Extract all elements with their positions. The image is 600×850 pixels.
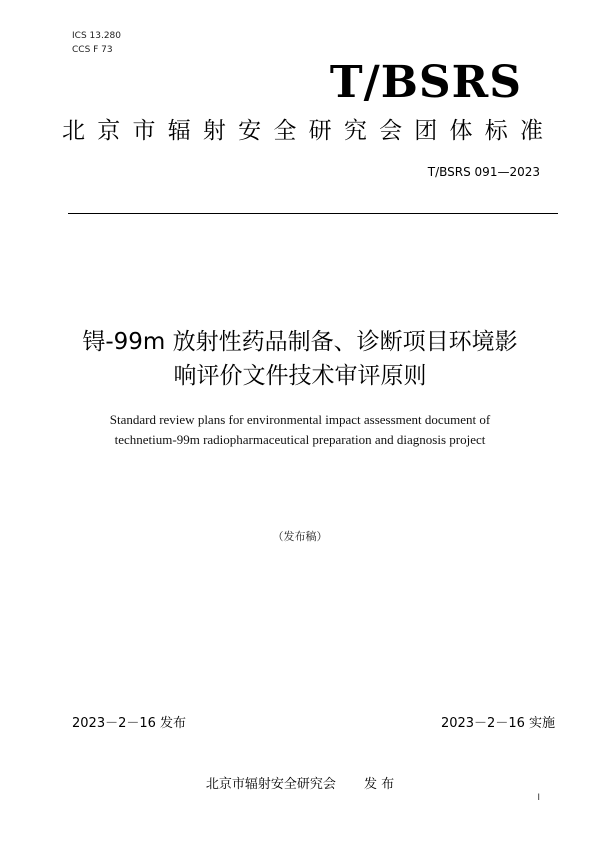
issuer-name: 北京市辐射安全研究会 [205, 777, 336, 792]
page-number: I [537, 793, 540, 803]
header-divider [68, 213, 558, 214]
chinese-title-line-2: 响评价文件技术审评原则 [173, 363, 427, 389]
english-title-line-2: technetium-99m radiopharmaceutical preparation and diagnosis project [114, 432, 486, 447]
draft-status: （发布稿） [272, 530, 328, 543]
organization-name: 北京市辐射安全研究会团体标准 [62, 118, 552, 144]
implement-date: 2023－2－16 实施 [440, 716, 555, 731]
issuer-line [0, 776, 600, 794]
standard-logo: T/BSRS [329, 57, 522, 108]
publish-date: 2023－2－16 发布 [72, 716, 187, 731]
ics-code: ICS 13.280 [72, 31, 122, 41]
standard-number: T/BSRS 091—2023 [427, 165, 540, 179]
english-title-line-1: Standard review plans for environmental impact assessment document of [109, 412, 491, 427]
ccs-code: CCS F 73 [72, 45, 113, 55]
chinese-title-line-1: 锝-99m 放射性药品制备、诊断项目环境影 [82, 329, 518, 355]
issuer-action: 发 布 [363, 777, 395, 792]
